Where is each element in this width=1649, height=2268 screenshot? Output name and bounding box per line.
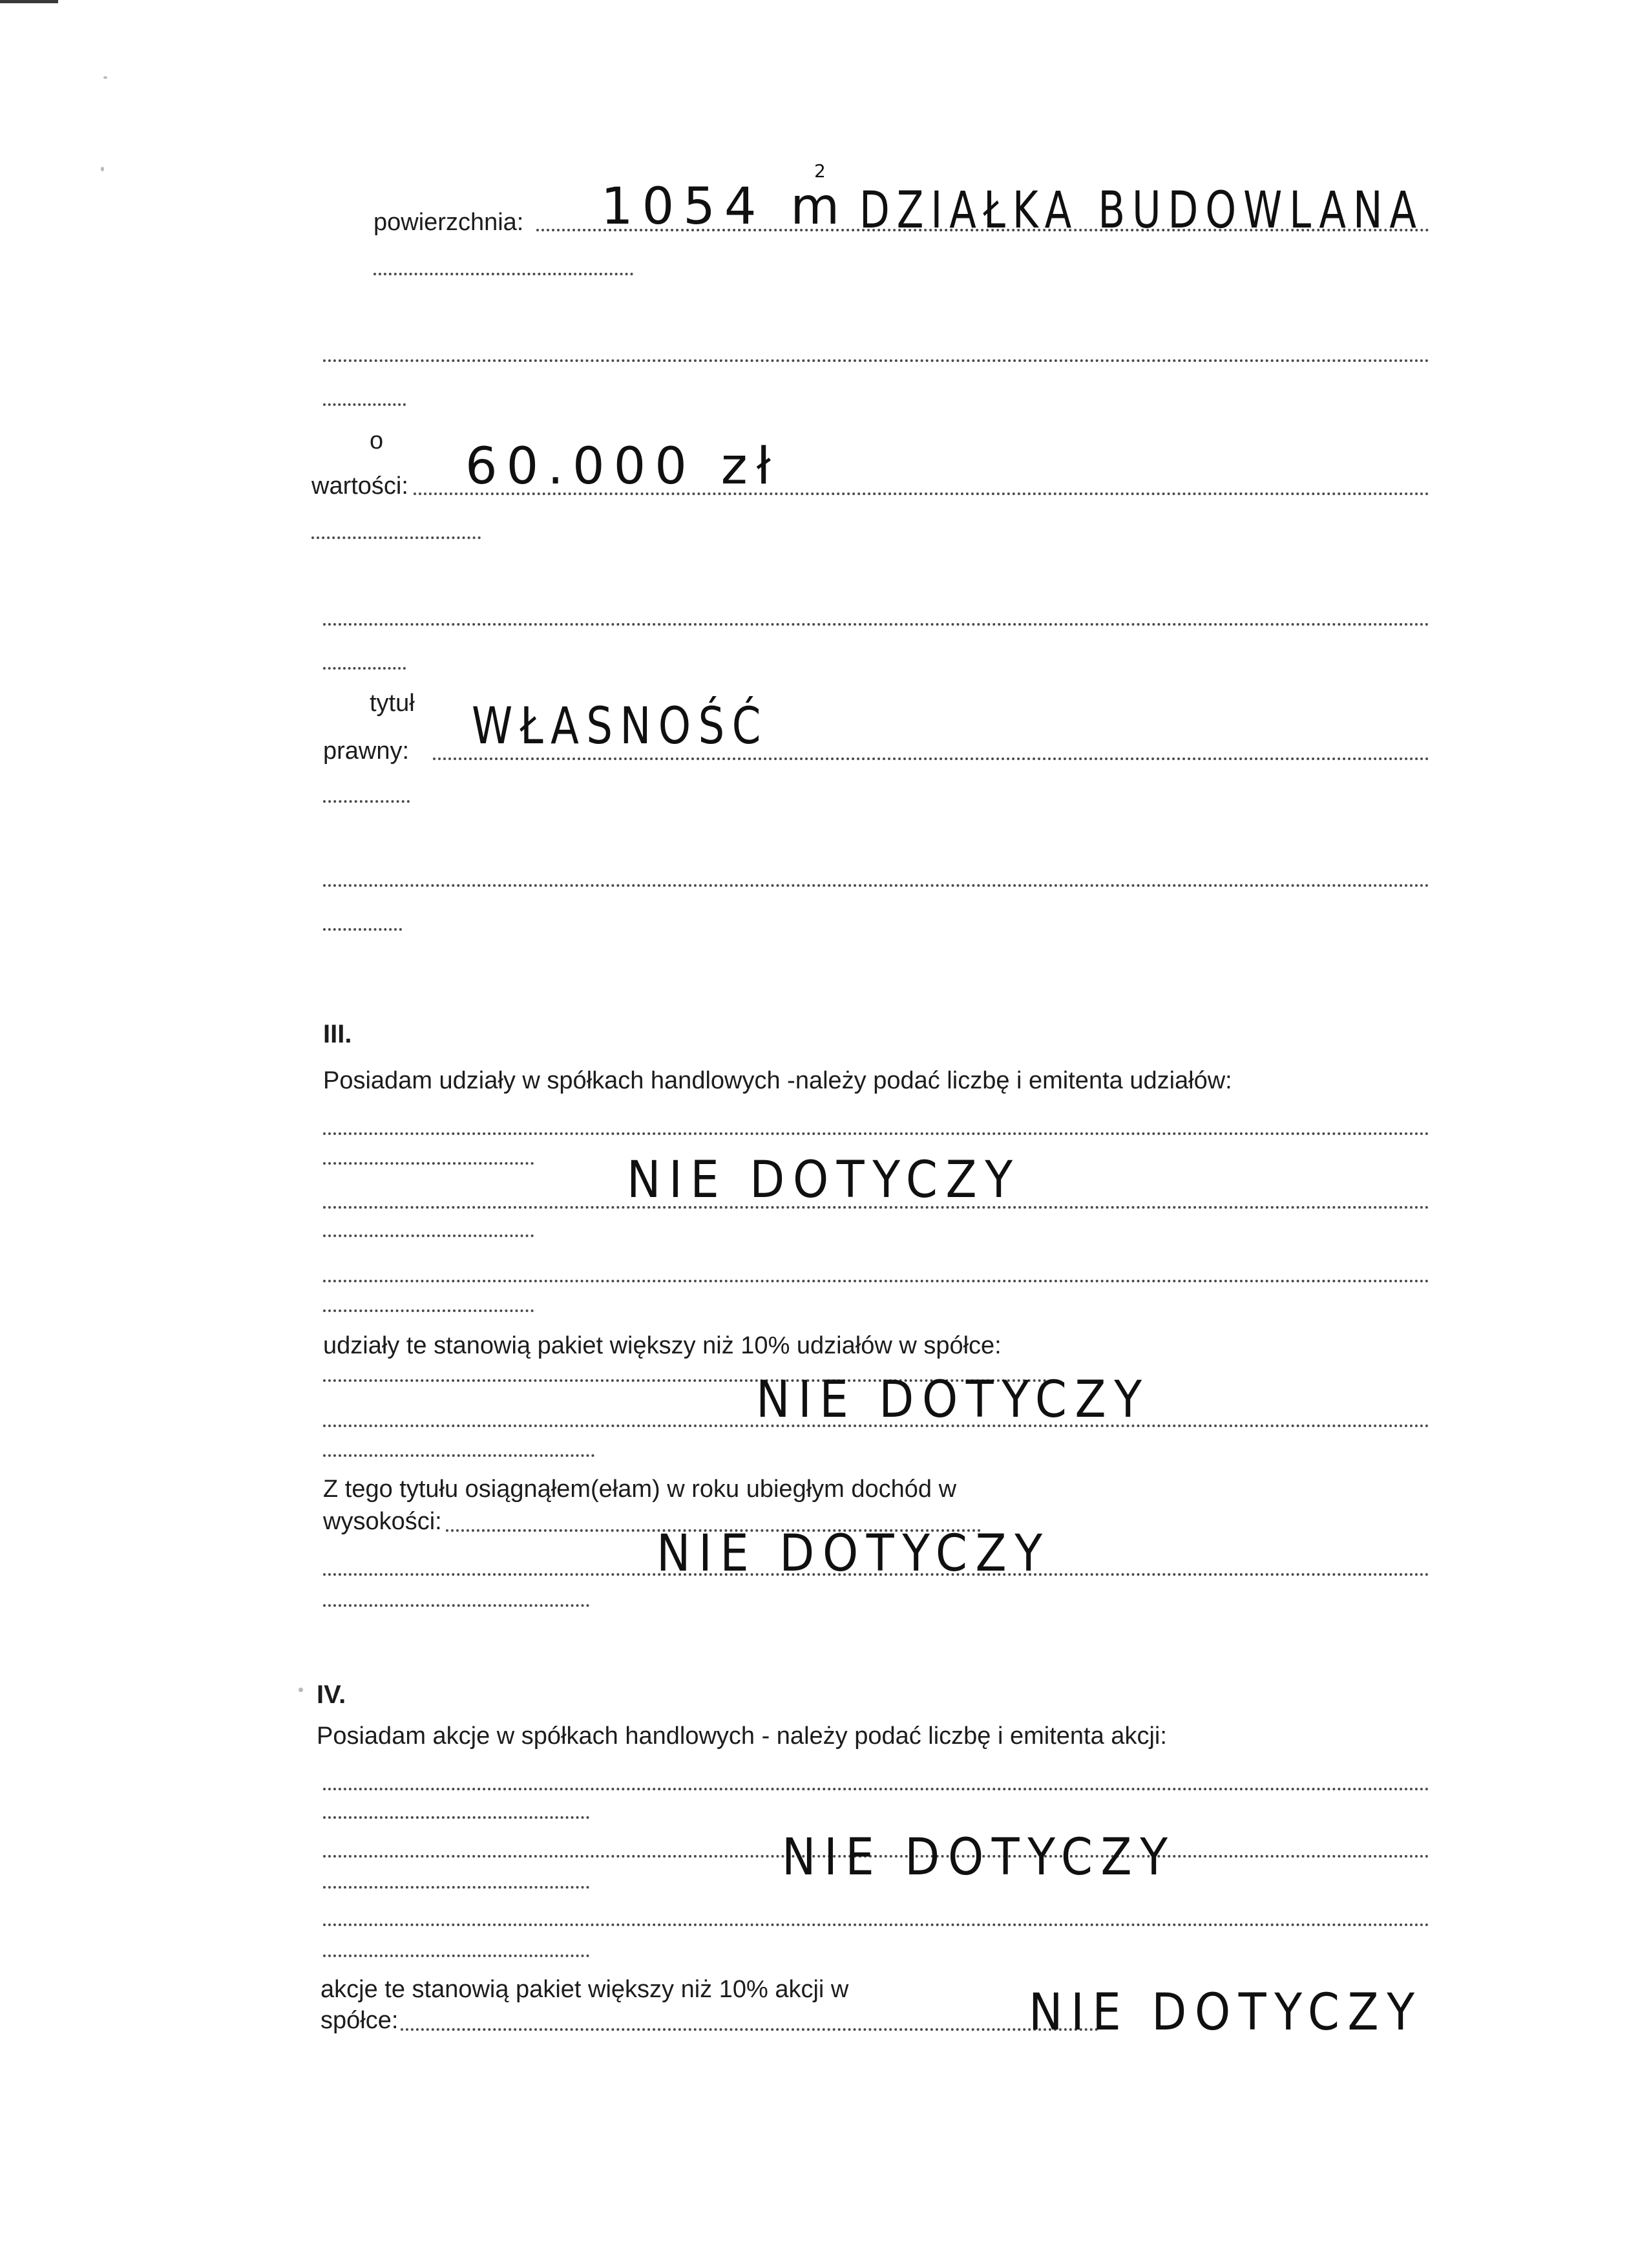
title-label-2: prawny: [323, 737, 410, 765]
income-answer-handwritten: NIE DOTYCZY [656, 1525, 1051, 1583]
area-dotted-line-2[interactable] [373, 273, 633, 275]
stocks-dotted-line-2[interactable] [323, 1816, 589, 1819]
scan-edge [0, 0, 58, 3]
stocks-dotted-line-5[interactable] [323, 1924, 1429, 1926]
value-dotted-line-2[interactable] [311, 536, 481, 539]
shares-answer-handwritten: NIE DOTYCZY [627, 1151, 1021, 1209]
value-dotted-line-4[interactable] [323, 667, 406, 670]
title-handwritten: WŁASNOŚĆ [472, 697, 768, 756]
scan-speck [103, 76, 107, 79]
area-description-handwritten: DZIAŁKA BUDOWLANA [859, 182, 1423, 240]
shares-prompt: Posiadam udziały w spółkach handlowych -należy podać liczbę i emitenta udziałów: [323, 1067, 1232, 1094]
shares-dotted-line-3[interactable] [323, 1206, 1429, 1209]
shares-dotted-line-5[interactable] [323, 1280, 1429, 1282]
value-label-o: o [370, 427, 384, 454]
income-dotted-line-2[interactable] [323, 1573, 1429, 1576]
stocks-prompt: Posiadam akcje w spółkach handlowych - należy podać liczbę i emitenta akcji: [317, 1722, 1167, 1750]
shares-dotted-line-6[interactable] [323, 1309, 534, 1312]
stocks-answer-handwritten: NIE DOTYCZY [782, 1828, 1176, 1887]
title-dotted-line-2[interactable] [323, 800, 410, 803]
income-prompt-2: wysokości: [323, 1508, 442, 1535]
stocks-packet-answer-handwritten: NIE DOTYCZY [1029, 1984, 1423, 2042]
area-handwritten-value: 1054 m [601, 178, 849, 236]
stocks-packet-prompt-1: akcje te stanowią pakiet większy niż 10% akcji w [320, 1976, 849, 2003]
stocks-dotted-line-4[interactable] [323, 1886, 589, 1889]
area-dotted-line-3[interactable] [323, 359, 1429, 362]
shares-packet-answer-handwritten: NIE DOTYCZY [756, 1371, 1150, 1429]
section-iv-heading: IV. [317, 1680, 346, 1709]
packet-dotted-line-3[interactable] [323, 1454, 594, 1457]
value-label: wartości: [311, 472, 408, 500]
shares-dotted-line-4[interactable] [323, 1235, 534, 1237]
area-label: powierzchnia: [373, 209, 524, 236]
scan-speck [101, 167, 104, 171]
stocks-packet-prompt-2: spółce: [320, 2007, 399, 2034]
income-prompt-1: Z tego tytułu osiągnąłem(ełam) w roku ubiegłym dochód w [323, 1476, 957, 1503]
shares-dotted-line-2[interactable] [323, 1162, 534, 1165]
stocks-dotted-line-6[interactable] [323, 1955, 589, 1957]
stocks-packet-dotted-line[interactable] [401, 2028, 1098, 2031]
section-iii-heading: III. [323, 1020, 352, 1048]
title-label-1: tytuł [370, 690, 415, 717]
scan-speck [299, 1688, 303, 1692]
value-dotted-line-3[interactable] [323, 623, 1429, 626]
area-superscript: 2 [814, 160, 826, 182]
title-dotted-line-4[interactable] [323, 928, 402, 931]
shares-dotted-line-1[interactable] [323, 1132, 1429, 1135]
income-dotted-line-3[interactable] [323, 1604, 589, 1607]
title-dotted-line-3[interactable] [323, 884, 1429, 887]
stocks-dotted-line-1[interactable] [323, 1788, 1429, 1790]
value-handwritten: 60.000 zł [465, 438, 780, 496]
area-dotted-line-4[interactable] [323, 403, 406, 406]
shares-packet-prompt: udziały te stanowią pakiet większy niż 10% udziałów w spółce: [323, 1332, 1002, 1359]
title-dotted-line[interactable] [433, 758, 1429, 760]
